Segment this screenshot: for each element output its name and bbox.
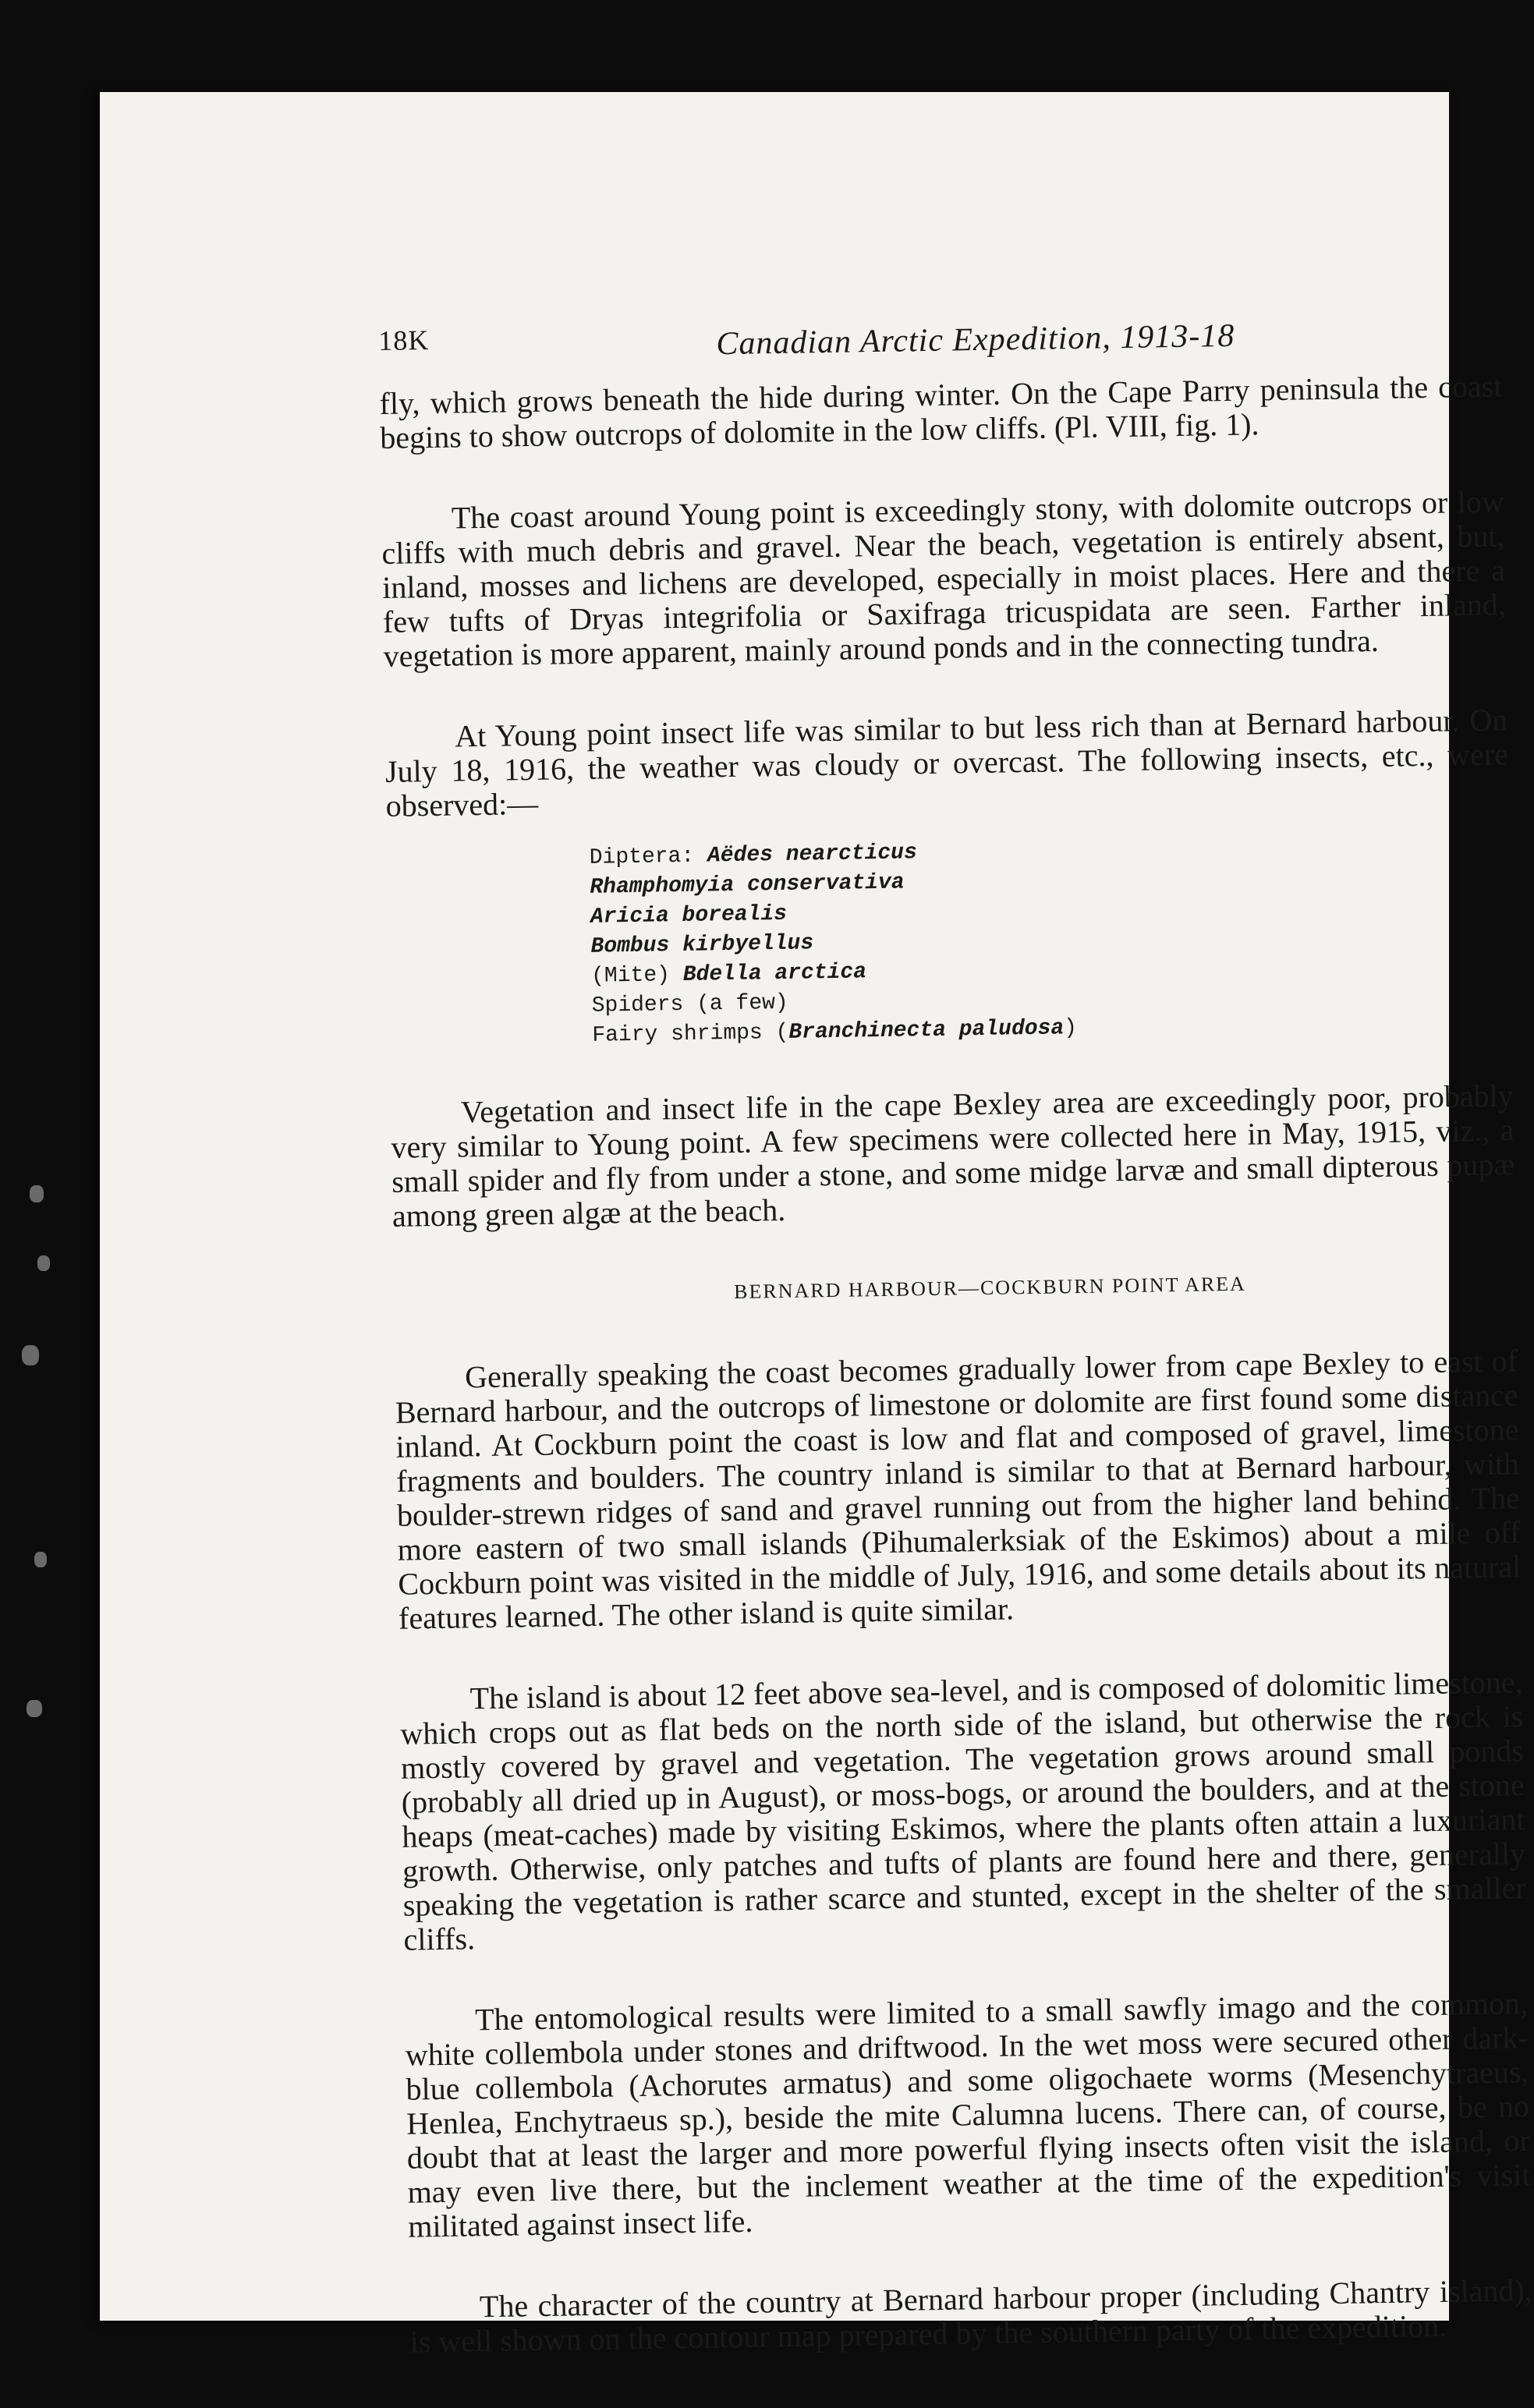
page-content (279, 307, 1533, 2408)
paragraph-section-2: The island is about 12 feet above sea-level, and is composed of dolomitic limestone, which crops out as flat beds on the north side of the island, but otherwise the rock is mostly covered by gravel and vegetation. The vegetation grows around small ponds (probably all dried up in August), or moss-bogs, or around the boulders, and at the stone heaps (meat-caches) made by visiting Eskimos, where the plants often attain a luxuriant growth. Otherwise, only patches and tufts of plants are found here and there, generally speaking the vegetation is rather scarce and stunted, except in the shelter of the smaller cliffs. (400, 1664, 1527, 1957)
species-list (589, 829, 1512, 1051)
paragraph-section-4: The character of the country at Bernard harbour proper (including Chantry island), is well shown on the contour map prepared by the southern party of the expedition. (409, 2272, 1533, 2360)
running-title: Canadian Arctic Expedition, 1913-18 (716, 317, 1235, 363)
paragraph-section-3: The entomological results were limited to a small sawfly imago and the common, white collembola under stones and driftwood. In the wet moss were secured other dark-blue collembola (Achorutes armatus) and some oligochaete worms (Mesenchytraeus, Henlea, Enchytraeus sp.), beside the mite Calumna lucens. There can, of course, be no doubt that at least the larger and more powerful flying insects often visit the island, or may even live there, but the inclement weather at the time of the expedition's visit militated against insect life. (405, 1985, 1531, 2244)
scanned-page (100, 92, 1533, 2360)
species-list-item: Aricia borealis (590, 901, 788, 930)
species-list-item: Rhamphomyia conservativa (590, 870, 905, 900)
species-list-item: Fairy shrimps (Branchinecta paludosa) (592, 1016, 1078, 1048)
paragraph-young-point-insects: At Young point insect life was similar to but less rich than at Bernard harbour. On July 18, 1916, the weather was cloudy or overcast. The following insects, etc., were observed:— (384, 702, 1509, 823)
body-text (379, 369, 1533, 2359)
paragraph-section-1: Generally speaking the coast becomes gradually lower from cape Bexley to east of Bernard harbour, and the outcrops of limestone or dolomite are first found some distance inland. At Cockburn point the coast is low and flat and composed of gravel, limestone fragments and boulders. The country inland is similar to that at Bernard harbour, with boulder-strewn ridges of sand and gravel running out from the higher land behind. The more eastern of two small islands (Pihumalerksiak of the Eskimos) about a mile off Cockburn point was visited in the middle of July, 1916, and some details about its natural features learned. The other island is quite similar. (395, 1343, 1522, 1636)
scan-edge-marks (14, 1185, 76, 1731)
paragraph-cape-bexley: Vegetation and insect life in the cape Bexley area are exceedingly poor, probably very similar to Young point. A few specimens were collected here in May, 1915, viz., a small spider and fly from under a stone, and some midge larvæ and small dipterous pupæ among green algæ at the beach. (391, 1078, 1515, 1234)
paragraph-continuation: fly, which grows beneath the hide during winter. On the Cape Parry peninsula the coast begins to show outcrops of dolomite in the low cliffs. (Pl. VIII, fig. 1). (379, 368, 1503, 455)
species-list-item: Spiders (a few) (591, 990, 789, 1018)
species-list-item: (Mite) Bdella arctica (590, 960, 867, 989)
species-list-item: Diptera: Aëdes nearcticus (589, 841, 918, 870)
page-number: 18K (378, 324, 430, 357)
section-heading: BERNARD HARBOUR—COCKBURN POINT AREA (733, 1272, 1247, 1303)
species-list-item: Bombus kirbyellus (590, 931, 814, 959)
paragraph-young-point-coast: The coast around Young point is exceedingly stony, with dolomite outcrops or low cliffs with much debris and gravel. Near the beach, vegetation is entirely absent, but, inland, mosses and lichens are developed, especially in moist places. Here and there a few tufts of Dryas integrifolia or Saxifraga tricuspidata are seen. Farther inland, vegetation is more apparent, mainly around ponds and in the connecting tundra. (381, 483, 1507, 674)
